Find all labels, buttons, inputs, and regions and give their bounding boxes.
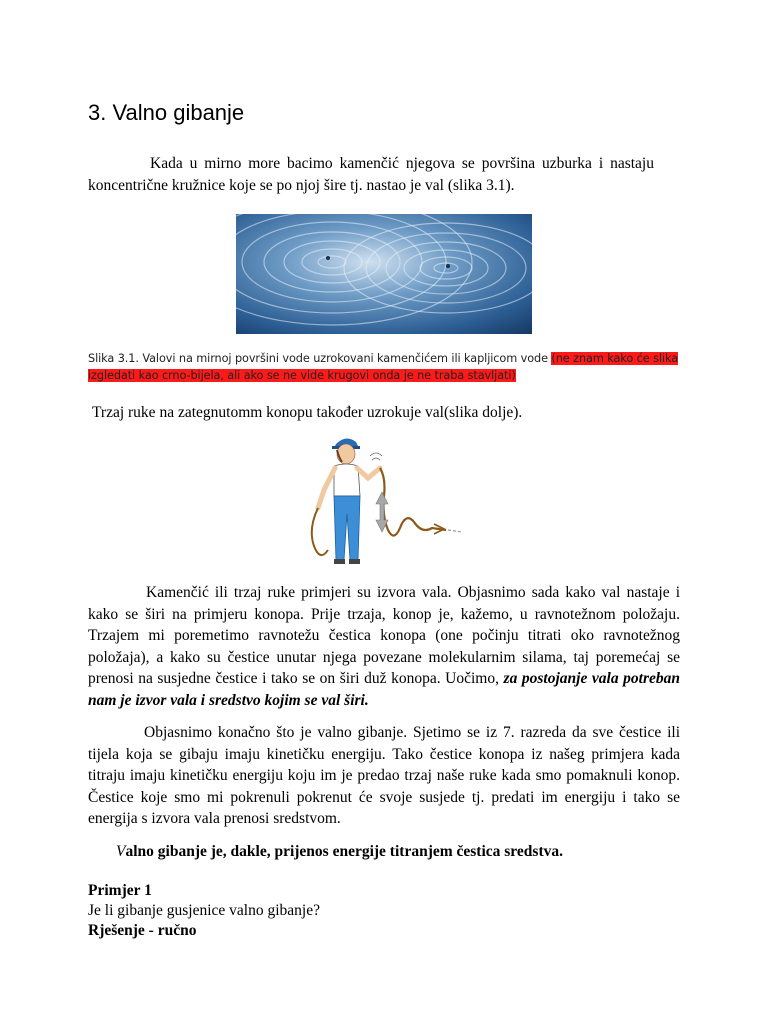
figure-caption: [88, 350, 684, 384]
intro-paragraph: Kada u mirno more bacimo kamenčić njegova se površina uzburka i nastaju koncentrične kružnice koje se po njoj šire tj. nastao je val (slika 3.1).: [88, 155, 654, 194]
section-heading: 3. Valno gibanje: [88, 100, 245, 125]
example-solution: Rješenje - ručno: [88, 922, 197, 939]
definition-sentence: [116, 841, 696, 863]
definition-first-letter: V: [116, 843, 126, 860]
rope-wave-illustration: [298, 434, 468, 572]
example-question: Je li gibanje gusjenice valno gibanje?: [88, 902, 320, 919]
paragraph-wave-motion: Objasnimo konačno što je valno gibanje. Sjetimo se iz 7. razreda da sve čestice ili tijela koja se gibaju imaju kinetičku energiju. Tako čestice konopa iz našeg primjera kada titraju imaju kinetičku energiju koju im je predao trzaj naše ruke kada smo pomaknuli konop. Čestice koje smo mi pokrenuli pokrenut će svoje susjede tj. predati im energiju i tako se energija s izvora vala prenosi sredstvom.: [88, 724, 680, 827]
paragraph-wave-source-text: Kamenčić ili trzaj ruke primjeri su izvora vala. Objasnimo sada kako val nastaje i kako se širi na primjeru konopa. Prije trzaja, konop je, kažemo, u ravnotežnom položaju. Trzajem mi poremetimo ravnotežu čestica konopa (one počinju titrati oko ravnotežnog položaja), a kako su čestice unutar njega povezane molekularnim silama, taj poremećaj se prenosi na susjedne čestice i tako se on širi duž konopa. Uočimo,: [88, 584, 680, 687]
definition-rest: alno gibanje je, dakle, prijenos energije titranjem čestica sredstva.: [125, 843, 563, 860]
emphasis-text: za postojanje vala potreban nam je izvor vala i sredstvo kojim se val širi.: [88, 670, 680, 709]
water-ripples-image: [236, 214, 532, 334]
paragraph-wave-source: [88, 582, 680, 711]
caption-text: Slika 3.1. Valovi na mirnoj površini vode uzrokovani kamenčićem ili kapljicom vode: [88, 352, 552, 365]
example-title: Primjer 1: [88, 882, 152, 899]
caption-highlight: (ne znam kako će slika izgledati kao crno-bijela, ali ako se ne vide krugovi onda je ne traba stavljati): [88, 352, 679, 382]
rope-sentence: Trzaj ruke na zategnutomm konopu također uzrokuje val(slika dolje).: [92, 404, 523, 421]
